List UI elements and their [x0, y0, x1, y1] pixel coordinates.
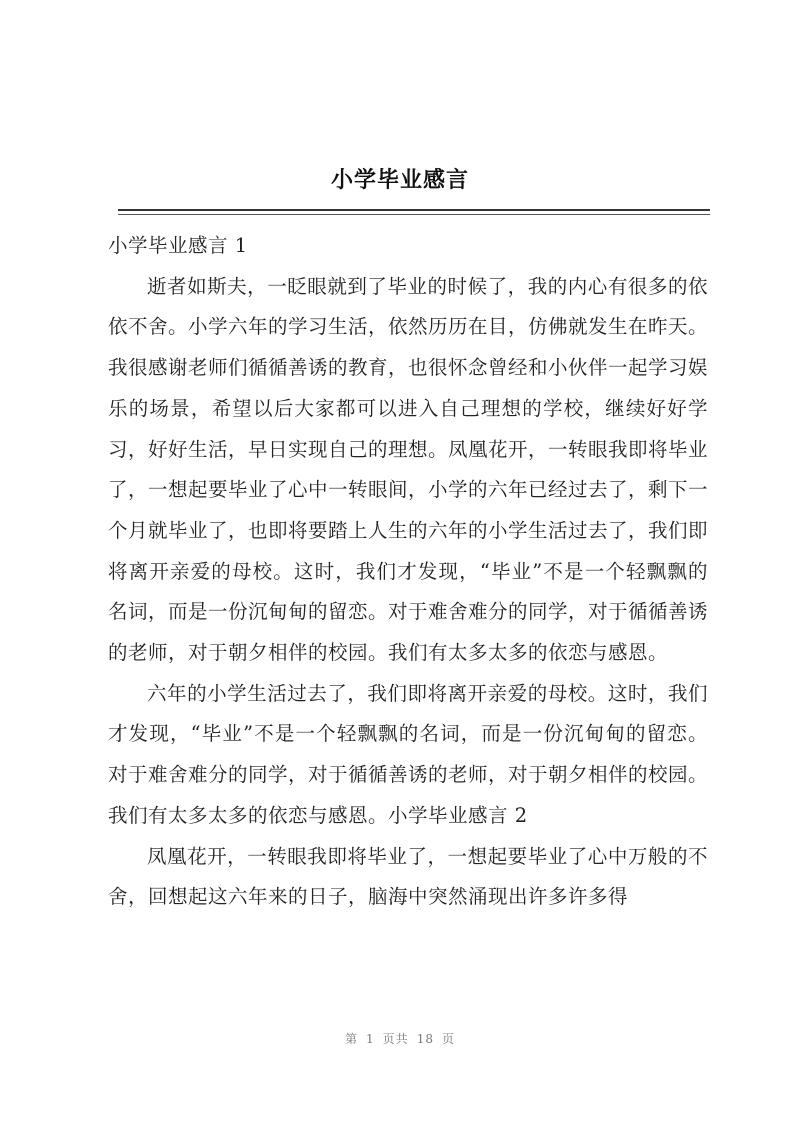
footer-total-pages: 18 [416, 1032, 434, 1046]
footer-page-number: 1 [366, 1032, 375, 1046]
page-title: 小学毕业感言 [330, 167, 469, 193]
title-divider [118, 209, 710, 211]
footer-suffix: 页 [441, 1032, 455, 1046]
section-heading: 小学毕业感言 1 [108, 234, 248, 257]
paragraph-1: 逝者如斯夫，一眨眼就到了毕业的时候了，我的内心有很多的依依不舍。小学六年的学习生活，依然历历在目，仿佛就发生在昨天。我很感谢老师们循循善诱的教育，也很怀念曾经和小伙伴一起学习娱乐的场景，希望以后大家都可以进入自己理想的学校，继续好好学习，好好生活，早日实现自己的理想。凤凰花开，一转眼我即将毕业了，一想起要毕业了心中一转眼间，小学的六年已经过去了，剩下一个月就毕业了，也即将要踏上人生的六年的小学生活过去了，我们即将离开亲爱的母校。这时，我们才发现，“毕业”不是一个轻飘飘的名词，而是一份沉甸甸的留恋。对于难舍难分的同学，对于循循善诱的老师，对于朝夕相伴的校园。我们有太多太多的依恋与感恩。 [108, 274, 709, 665]
title-divider-thin [118, 214, 710, 215]
footer-prefix: 第 [345, 1032, 359, 1046]
page-footer [0, 1030, 800, 1047]
paragraph-2: 六年的小学生活过去了，我们即将离开亲爱的母校。这时，我们才发现，“毕业”不是一个轻飘飘的名词，而是一份沉甸甸的留恋。对于难舍难分的同学，对于循循善诱的老师，对于朝夕相伴的校园。我们有太多太多的依恋与感恩。小学毕业感言 2 [108, 681, 709, 827]
document-body [108, 226, 708, 918]
footer-middle: 页共 [382, 1032, 409, 1046]
paragraph-3: 凤凰花开，一转眼我即将毕业了，一想起要毕业了心中万般的不舍，回想起这六年来的日子，脑海中突然涌现出许多许多得 [108, 844, 708, 909]
